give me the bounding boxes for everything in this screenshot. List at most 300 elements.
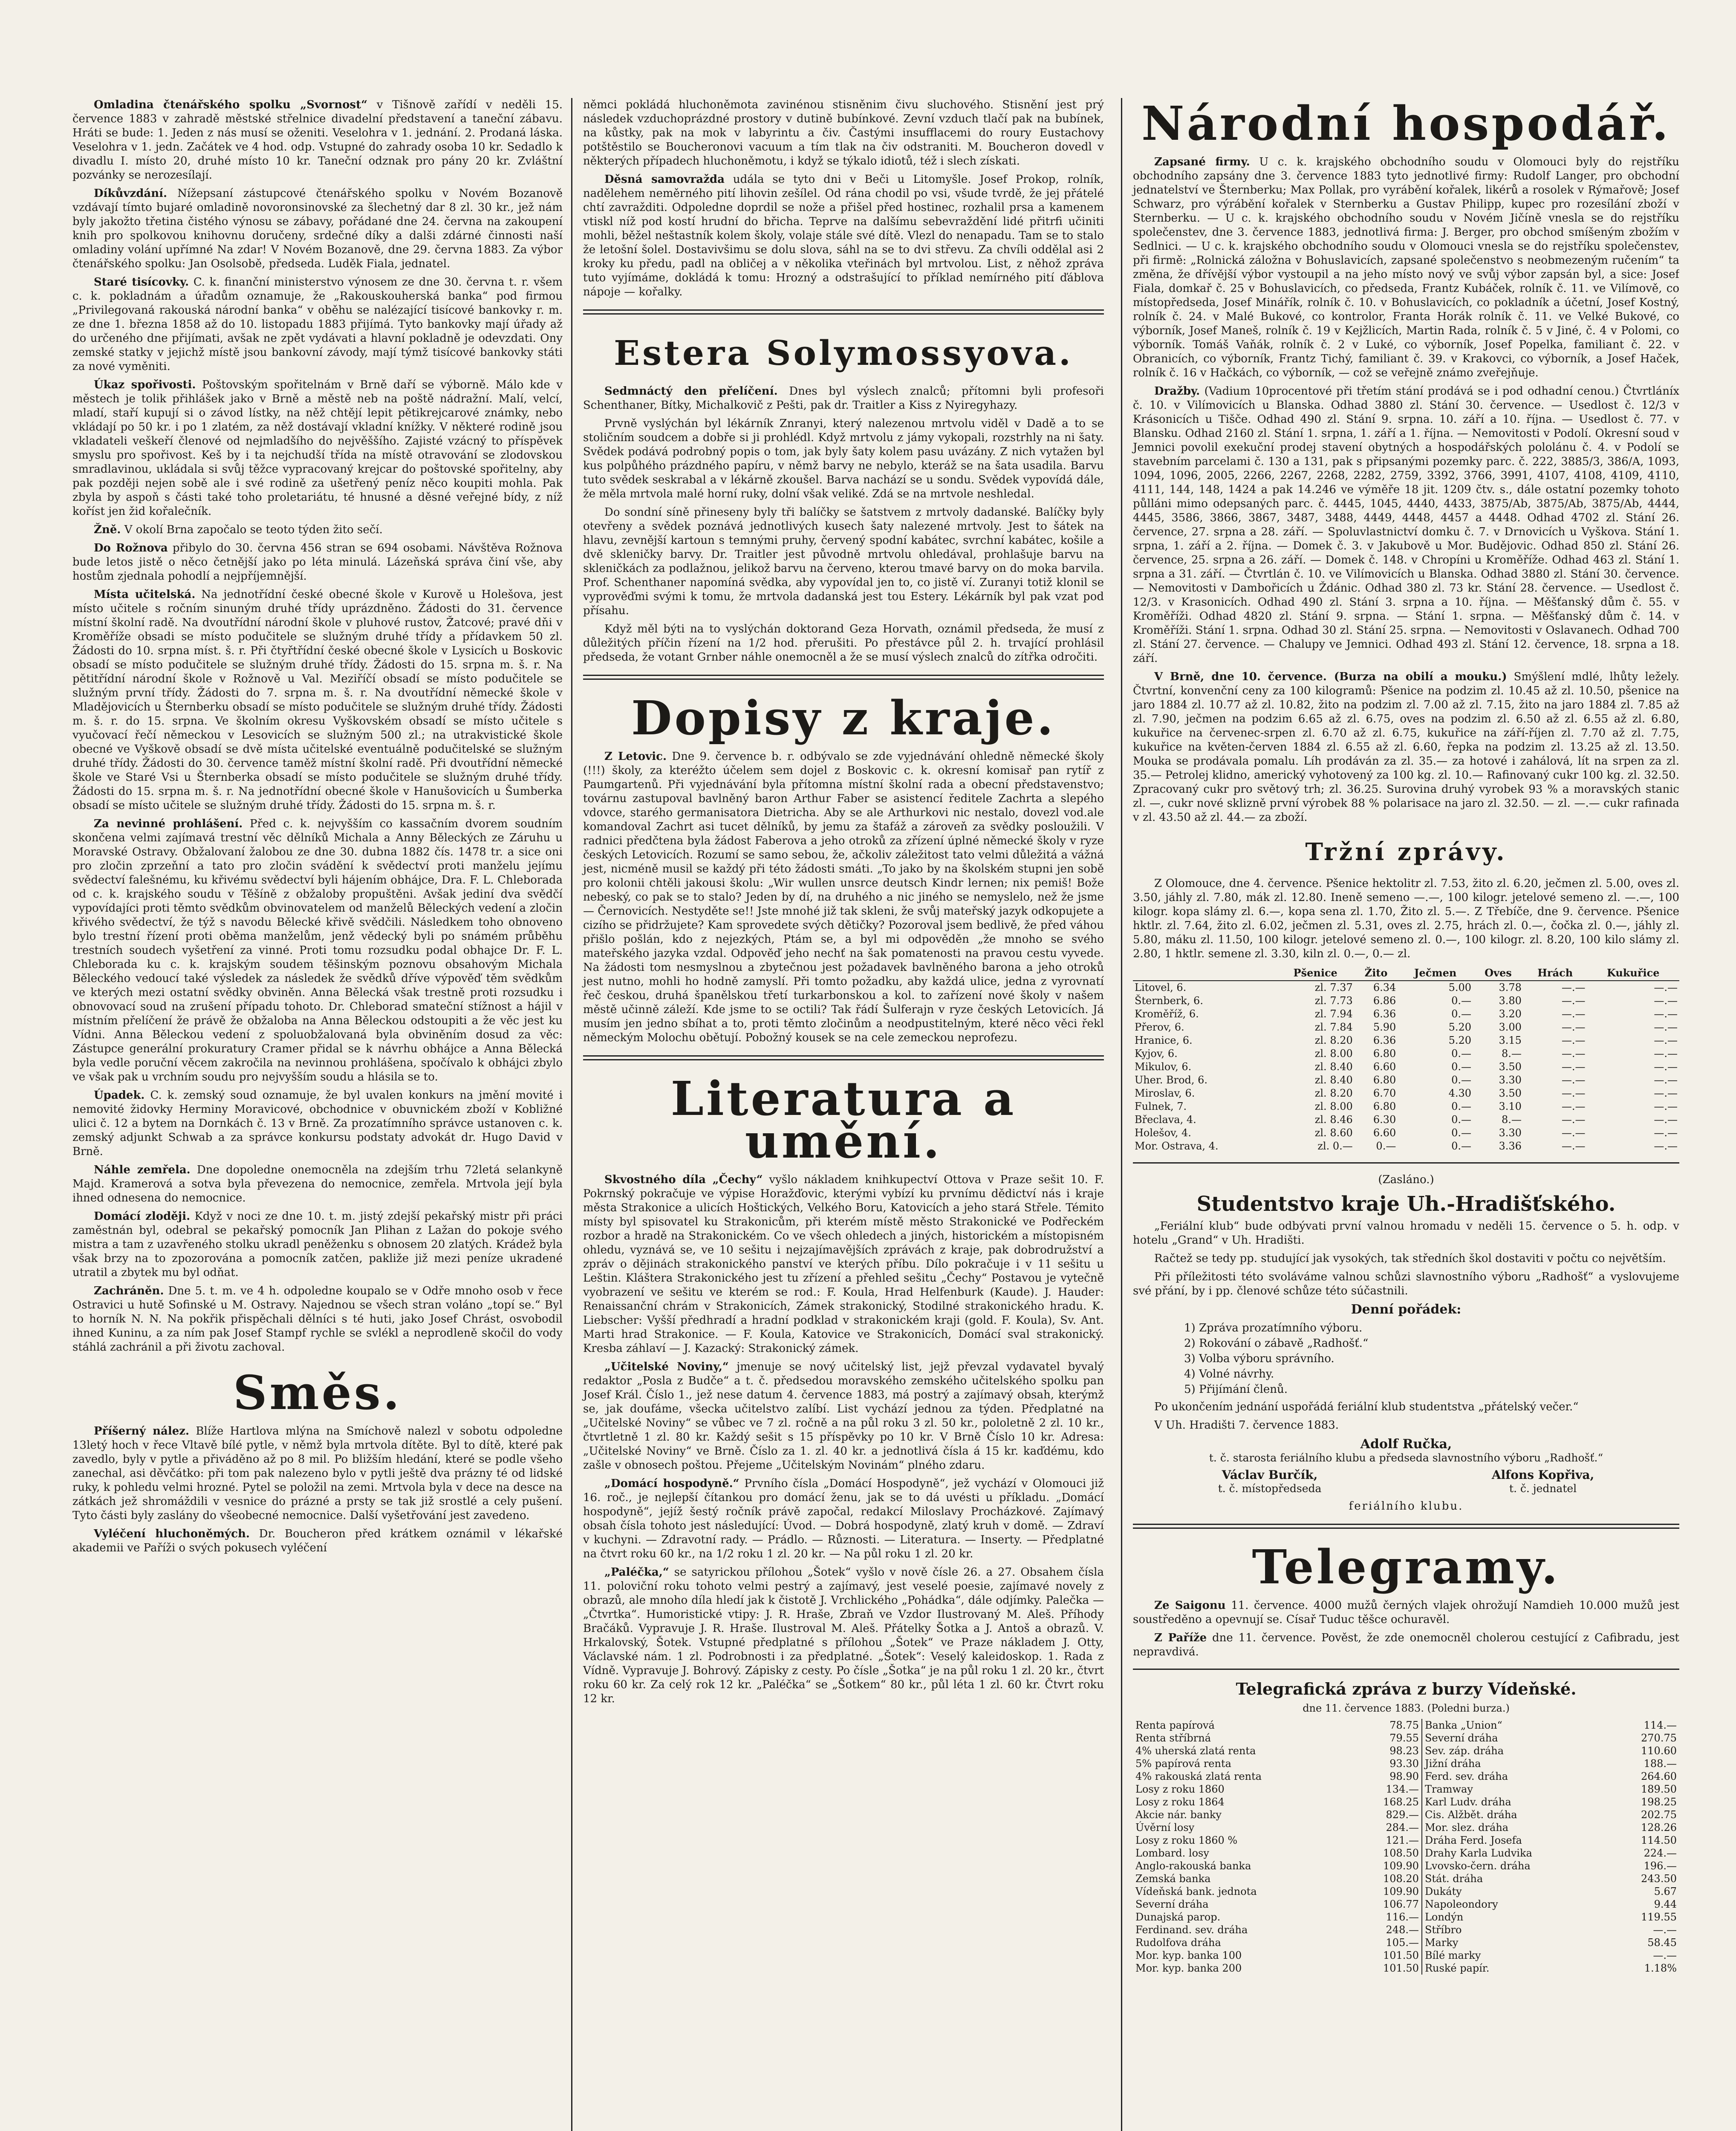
bourse-cell: 270.75 <box>1641 1732 1677 1744</box>
market-row <box>1133 1126 1679 1140</box>
article-lead: Díkůvzdání. <box>94 187 168 200</box>
market-cell: —.— <box>1561 995 1586 1007</box>
market-cell: 6.80 <box>1373 1074 1396 1086</box>
bourse-cell: Losy z roku 1864 <box>1135 1796 1225 1808</box>
market-cell: 6.80 <box>1373 1048 1396 1060</box>
bourse-row <box>1133 1770 1679 1783</box>
market-cell: 5.20 <box>1448 1034 1471 1046</box>
bourse-cell: 108.50 <box>1383 1847 1419 1859</box>
market-row <box>1133 1008 1679 1021</box>
bourse-row <box>1133 1757 1679 1770</box>
article-lead: V Brně, dne 10. července. (Burza na obilí a mouku.) <box>1154 670 1507 683</box>
divider <box>1133 1524 1679 1529</box>
market-row <box>1133 1100 1679 1113</box>
bourse-cell: 79.55 <box>1389 1732 1419 1744</box>
agenda-item: 5) Přijímání členů. <box>1184 1383 1288 1396</box>
bourse-row <box>1133 1872 1679 1885</box>
divider <box>583 309 1104 315</box>
market-cell: —.— <box>1654 1140 1678 1152</box>
market-cell: —.— <box>1561 1048 1586 1060</box>
bourse-row <box>1133 1834 1679 1847</box>
market-cell: Fulnek, 7. <box>1135 1100 1187 1112</box>
bourse-cell: Severní dráha <box>1135 1898 1209 1910</box>
column-right <box>1121 98 1679 2131</box>
zaslano-label: (Zasláno.) <box>1378 1173 1434 1186</box>
market-cell: Litovel, 6. <box>1135 982 1187 993</box>
signature-footer: feriálního klubu. <box>1349 1500 1464 1513</box>
article-text: Když v noci ze dne 10. t. m. jistý zdejší pekařský mistr při práci zaměstnán byl, odebral se pekařský pomocník Jan Plihan z Lažan do pokoje svého mistra a tam z uzavřeného stolku ukradl peněženku s obnosem 20 zlatých. Krádež byla však brzy na to zpozorována a pomocník zatčen, pakliže již mezi peníze ukradené utratil a zbytek mu byl odňat. <box>72 1210 563 1279</box>
article-text: Smýšlení mdlé, lhůty ležely. Čtvrtní, konvenční ceny za 100 kilogramů: Pšenice na podzim zl. 10.45 až zl. 10.50, pšenice na jaro 1884 zl. 10.77 až zl. 10.82, žito na podzim zl. 7.00 až zl. 7.15, žito na jaro 1884 zl. 7.85 až zl. 7.90, ječmen na podzim 6.65 až zl. 6.75, oves na podzim zl. 6.50 až zl. 6.55 až zl. 6.80, kukuřice na červenec-srpen zl. 6.70 až zl. 6.75, kukuřice na září-říjen zl. 7.70 až zl. 7.75, kukuřice na květen-červen 1884 zl. 6.55 až zl. 6.60, řepka na podzim zl. 13.25 až zl. 13.50. Mouka se prodávala pomalu. Líh prodáván za zl. 35.— za hotové i zahálová, lít na srpen za zl. 35.— Petrolej klidno, americký vyhotovený za 100 kg. zl. 10.— Rafinovaný cukr 100 kg. zl. 32.50. Zpracovaný cukr pro světový trh; zl. 36.25. Surovina druhý vyrobek 93 % a moravských stanic zl. —, cukr nové sklizně první výrobek 88 % polarisace na jaro zl. 32.50. — zl. —.— cukr rafinada v zl. 43.50 až zl. 44.— za zboží. <box>1133 670 1679 824</box>
market-row <box>1133 981 1679 994</box>
bourse-cell: 248.— <box>1386 1924 1419 1936</box>
studentstvo-title: Studentstvo kraje Uh.-Hradišťského. <box>1196 1192 1616 1216</box>
bourse-cell: 98.90 <box>1389 1770 1419 1782</box>
article-paragraph <box>72 1284 563 1354</box>
economy-articles-list <box>1133 155 1679 825</box>
article-text: Dnes byl výslech znalců; přítomni byli profesoři Schenthaner, Bítky, Michalkovič z Pešti, pak dr. Traitler a Kiss z Nyiregyhazy. <box>583 385 1104 412</box>
bourse-cell: Dukáty <box>1422 1885 1611 1898</box>
article-text: Před c. k. nejvyšším co kassačním dvorem soudním skončena velmi zajímavá trestní věc dělníků Michala a Anny Běleckých ze Záruhu u Moravské Ostravy. Obžalovaní žalobou ze dne 30. dubna 1882 čís. 1478 tr. a sice oni pro zločin zprzeňní a tato pro zločin svádění k svědectví proti manželu jejímu svědectví falešnému, ku křivému svědectví byli hájením obhájce, Dra. F. L. Chleborada od c. k. krajského soudu v Těšíně z obžaloby propuštěni. Avšak jediní dva svědčí vypovídajíci proti těmto svědkům obvinovatelem od manželů Běleckých vedení a zločin křivého svědectví, že týž s navodu Bělecké křivě svědčili. Následkem toho obnoveno bylo trestní řízení proti oběma manželům, jenž vědecký byli po snámém průběhu trestních soudech vyšetření za vinné. Proti tomu rozsudku podal obhajce Dr. F. L. Chleborada ku c. k. krajským soudem těšinským poznovu obsahovým Michala Běleckého vedoucí také výsledek za následek že svědků dříve výpověď těm svědkům ve kterých mezi ostatní svědky obviněn. Anna Bělecká však trestně proti rozsudku i obnovovací soud na zrušení případu tohoto. Dr. Chleborad smateční stížnost a hájil v místním přelíčení že právě že obžaloba na Anna Běleckou odstoupiti a že věc jest ku Vídni. Anna Běleckou vedení z spoluobžalovaná byla obviněním dosud za věc: Zástupce generální prokuratury Cramer přidal se k návrhu obhájce a Anna Bělecká byla vedle poruční věcem zakročila na nevinnou prohlášena, spočívalo k obhájci zbylo ve však pak u vrchním soudu pro nejvyšším soudu a hlásila se to. <box>72 817 563 1083</box>
article-text: dne 11. července. Pověst, že zde onemocněl cholerou cestující z Cafibradu, jest nepravdivá. <box>1133 1631 1679 1658</box>
bourse-cell: Akcie nár. banky <box>1135 1809 1222 1821</box>
article-lead: Ze Saigonu <box>1154 1599 1226 1612</box>
market-header-cell: Oves <box>1473 965 1523 981</box>
article-paragraph <box>72 1163 563 1205</box>
market-cell: 6.36 <box>1373 1034 1396 1046</box>
bourse-cell: 114.— <box>1644 1719 1677 1731</box>
market-cell: 6.70 <box>1373 1087 1396 1099</box>
article-text: udála se tyto dni v Beči u Litomyšle. Josef Prokop, rolník, nadělehem neměrného pití lihovin zešílel. Od rána chodil po vsi, všude tvrdě, že jej přátelé chtí zavražditi. Odpoledne doprdil se nože a přišel před hostinec, rozhalil prsa a kamenem vtiskl níž pod kostí hrudní do břicha. Teprve na dalšímu sebevraždění lidé přitrfi učiniti mohli, běžel neštastník kolem školy, volaje stále své dítě. Vlezl do nenapadu. Tam se to stalo že letošní šolel. Dostavivšimu se dolu slova, sáhl na se to dvi střevu. Za chvíli oddělal asi 2 kroky ku předu, padl na obličej a v několika vteřinách byl mrtvolou. List, z něhož zpráva tuto vyjímáme, dokládá k tomu: Hrozný a odstrašující to příklad nemírného pití ďáblova nápoje — kořalky. <box>583 173 1104 298</box>
article-text: V okolí Brna započalo se teoto týden žito sečí. <box>124 523 383 536</box>
article-lead: Žně. <box>94 523 121 536</box>
market-cell: —.— <box>1561 1127 1586 1139</box>
bourse-cell: Lombard. losy <box>1135 1847 1209 1859</box>
article-paragraph <box>72 275 563 374</box>
market-cell: Šternberk, 6. <box>1135 995 1203 1007</box>
news-articles-list <box>72 98 563 1354</box>
market-row <box>1133 1021 1679 1034</box>
dopisy-articles-list <box>583 750 1104 1045</box>
bourse-cell: 1.18% <box>1644 1962 1677 1974</box>
market-cell: —.— <box>1654 982 1678 993</box>
signature-left-name: Václav Burčík, <box>1222 1468 1318 1482</box>
article-lead: Příšerný nález. <box>94 1425 190 1438</box>
article-lead: Z Paříže <box>1154 1631 1207 1644</box>
article-text: U c. k. krajského obchodního soudu v Olomouci byly do rejstříku obchodního zapsány dne 3. července 1883 tyto jednotlivé firmy: Rudolf Langer, pro obchodní jednatelství ve Šternberku; Max Pollak, pro vyrábění kořalek, likérů a rosolek v Rýmařově; Josef Schwarz, pro výrábění kořalek v Sternberku a Gustav Philipp, kupec pro rozesílání zboží v Sternberku. — U c. k. krajského obchodního soudu v Novém Jičíně vnesla se do rejstříku společenstev, dne 3. července 1883, jednotlivá firma: J. Berger, pro obchod smíšeným zbožím v Sedlnici. — U c. k. krajského obchodního soudu v Olomouci vnesla se do rejstříku společenstev, při firmě: „Rolnická záložna v Bohuslavicích, zapsané společenstvo s neobmezeným ručením“ ta změna, že dřívější výbor vystoupil a na jeho místo nový ve svůj výbor zapsán byl, a sice: Josef Fiala, domkař č. 25 v Bohuslavicích, co předseda, Frantz Kubáček, rolník č. 11. ve Vilímově, co místopředseda, Josef Minářík, rolník č. 10. v Bohuslavicích, co pokladník a účetní, Josef Kostný, rolník č. 24. v Malé Bukové, co kontrolor, Franta Horák rolník č. 11. ve Velké Bukové, co výborník, Josef Maneš, rolník č. 19 v Kejžlicích, Martin Rada, rolník č. 5 v Jiné, č. 4 v Polomi, co výborník. Tomáš Vaňák, rolník č. 2 v Luké, co výborník, Josef Popelka, familiant č. 22. v Obranicích, co výborník, Frantz Tichý, familiant č. 39. v Krakovci, co výborník, a Josef Haček, rolník č. 16 v Hačkách, co výborník, — což se veřejně známo zveřejňuje. <box>1133 156 1679 379</box>
bourse-subtitle: dne 11. července 1883. (Poledni burza.) <box>1303 1702 1510 1714</box>
market-cell: 0.— <box>1376 1140 1396 1152</box>
market-cell: —.— <box>1561 1087 1586 1099</box>
bourse-cell: Renta papírová <box>1135 1719 1215 1731</box>
signature-main <box>1133 1437 1679 1464</box>
trzni-intro: Z Olomouce, dne 4. července. Pšenice hektolitr zl. 7.53, žito zl. 6.20, ječmen zl. 5.00, oves zl. 3.50, jáhly zl. 7.80, mák zl. 12.80. Ineně semeno —.—, 100 kilogr. jetelové semeno zl. —.—, 100 kilogr. kopa slámy zl. 6.—, kopa sena zl. 1.70, Žito zl. 5.—. Z Třebíče, dne 9. července. Pšenice hktlr. zl. 7.64, žito zl. 6.02, ječmen zl. 5.31, oves zl. 2.75, hrách zl. 0.—, čočka zl. 0.—, jáhly zl. 5.80, máku zl. 11.50, 100 kilogr. jetelové semeno zl. 0.—, 100 kilogr. zl. 8.20, 100 kilo slámy zl. 2.80, 1 hktlr. semene zl. 3.30, kiln zl. 0.—, 0.— zl. <box>1133 877 1679 960</box>
market-cell: Přerov, 6. <box>1135 1021 1184 1033</box>
market-cell: 0.— <box>1451 1048 1471 1060</box>
article-lead: Úpadek. <box>94 1089 145 1102</box>
market-cell: —.— <box>1654 1008 1678 1020</box>
market-row <box>1133 1140 1679 1153</box>
bourse-cell: 4% uherská zlatá renta <box>1135 1745 1256 1757</box>
market-cell: —.— <box>1654 1048 1678 1060</box>
bourse-row <box>1133 1732 1679 1744</box>
article-paragraph <box>583 173 1104 299</box>
market-cell: zl. 8.40 <box>1314 1074 1353 1086</box>
bourse-cell: Karl Ludv. dráha <box>1422 1796 1611 1808</box>
agenda-item: 4) Volné návrhy. <box>1184 1368 1274 1380</box>
bourse-row <box>1133 1962 1679 1975</box>
market-cell: 3.50 <box>1499 1087 1522 1099</box>
bourse-cell: 829.— <box>1386 1809 1419 1821</box>
market-cell: 0.— <box>1451 1140 1471 1152</box>
article-lead: Skvostného díla „Čechy“ <box>604 1173 763 1186</box>
bourse-row <box>1133 1783 1679 1796</box>
bourse-cell: 196.— <box>1644 1860 1677 1872</box>
bourse-cell: 284.— <box>1386 1822 1419 1834</box>
market-cell: zl. 8.00 <box>1314 1048 1353 1060</box>
bourse-cell: 109.90 <box>1383 1886 1419 1897</box>
market-cell: 3.15 <box>1499 1034 1522 1046</box>
article-lead: Dražby. <box>1154 385 1200 398</box>
market-cell: —.— <box>1561 1008 1586 1020</box>
market-cell: 6.86 <box>1373 995 1396 1007</box>
bourse-cell: 93.30 <box>1389 1758 1419 1770</box>
intro-paragraph: němci pokládá hluchoněmota zavinénou stisněnim čivu sluchového. Stisnění jest prý následek vzduchoprázdné prostory v dutině bubínkové. Zevní vzduch tlačí pak na bubínek, na kůstky, pak na mok v labyrintu a čiv. Častými insufflacemi do roury Eustachovy potštěstilo se Boucheronovi vacuum a tím tlak na čiv odstraniti. M. Boucheron dovedl v některých případech hluchoněmotu, i když se týkalo idiotů, též i slech získati. <box>583 98 1104 167</box>
article-paragraph <box>1133 1599 1679 1627</box>
market-cell: 6.80 <box>1373 1100 1396 1112</box>
market-cell: —.— <box>1561 1140 1586 1152</box>
bourse-cell: Banka „Union“ <box>1422 1719 1611 1732</box>
signature-row <box>1133 1468 1679 1495</box>
market-cell: Mor. Ostrava, 4. <box>1135 1140 1219 1152</box>
article-paragraph <box>583 622 1104 664</box>
market-cell: zl. 8.60 <box>1314 1127 1353 1139</box>
market-cell: Kyjov, 6. <box>1135 1048 1178 1060</box>
article-lead: Za nevinné prohlášení. <box>94 817 243 830</box>
market-cell: 5.90 <box>1373 1021 1396 1033</box>
market-row <box>1133 1060 1679 1074</box>
bourse-row <box>1133 1847 1679 1860</box>
article-paragraph <box>72 541 563 583</box>
market-header-cell: Žito <box>1355 965 1398 981</box>
article-text: Poštovským spořitelnám v Brně daří se výborně. Málo kde v městech je tolik přihlášek jako v Brně a městě neb na poště nádražní. Malí, velcí, mladí, staří kupují si o závod lístky, na něž chtějí lepit pětikrejcarové známky, nebo vkládají po 50 kr. i po 1 zlatém, za něž dostávají vkladní knížky. V některé rodině jsou vkladateli veškeří členové od nejmladšího do nejvěššího. Zajisté vzácný to příspěvek smyslu pro spořivost. Keš by i ta nejchudší třída na místě otravování se zlodovskou smradlavinou, ukládala si svůj těžce vypracovaný krejcar do poštovské spořitelny, aby pak později nejen sobě ale i své rodině za ušetřený peníz něco koupiti mohla. Pak zbyla by aspoň s části také toho proletariátu, té hnusné a děsné veřejné bídy, z níž koříst jen žid kořalečník. <box>72 378 563 518</box>
market-cell: 6.34 <box>1373 982 1396 993</box>
bourse-cell: 198.25 <box>1641 1796 1677 1808</box>
market-cell: 4.30 <box>1448 1087 1471 1099</box>
market-cell: 3.10 <box>1499 1100 1522 1112</box>
article-text: Dr. Boucheron před krátkem oznámil v lékařské akademii ve Paříži o svých pokusech vyléčení <box>72 1528 563 1554</box>
bourse-row <box>1133 1860 1679 1872</box>
market-cell: 3.30 <box>1499 1074 1522 1086</box>
bourse-cell: 109.90 <box>1383 1860 1419 1872</box>
article-lead: Staré tisícovky. <box>94 276 189 289</box>
article-lead: Sedmnáctý den přelíčení. <box>604 385 778 398</box>
article-text: přibylo do 30. června 456 stran se 694 osobami. Návštěva Rožnova bude letos jistě o něco četnější jako po léta minulá. Lázeňská správa činí vše, aby hostům zjednala pohodlí a nejpříjemnější. <box>72 542 563 583</box>
market-cell: 0.— <box>1451 995 1471 1007</box>
market-cell: 8.— <box>1501 1048 1522 1060</box>
article-lead: Děsná samovražda <box>604 173 725 186</box>
market-cell: 6.60 <box>1373 1127 1396 1139</box>
article-paragraph <box>583 1360 1104 1473</box>
article-paragraph <box>1133 670 1679 825</box>
bourse-cell: Úvěrní losy <box>1135 1822 1195 1834</box>
studentstvo-paragraph: Při příležitosti této svoláváme valnou schůzi slavnostního výboru „Radhošť“ a vyslovujeme své přání, by i pp. členové schůze této súčastnili. <box>1133 1271 1679 1297</box>
market-cell: —.— <box>1654 1127 1678 1139</box>
article-paragraph <box>1133 384 1679 666</box>
signature-right <box>1492 1468 1594 1495</box>
article-text: Nížepsaní zástupcové čtenářského spolku v Novém Bozanově vzdávají tímto bujaré omladině novoronsinovské za šlechetný dar 8 zl. 30 kr., jež nám byly jakožto třetina čistého výnosu se zábavy, pořádané dne 24. června na zakoupení knih pro spolkovou knihovnu doručeny, srdečné díky a dalši zdárné činnosti naší omladiny volání upřímné Na zdar! V Novém Bozanově, dne 29. června 1883. Za výbor čtenářského spolku: Jan Osolsobě, předseda. Luděk Fiala, jednatel. <box>72 187 563 270</box>
signature-left-role: t. č. místopředseda <box>1218 1482 1322 1495</box>
article-text: Když měl býti na to vyslýchán doktorand Geza Horvath, oznámil předseda, že musí z důležitých příčin řízení na 1/2 hod. přerušiti. Po přestávce půl 2. h. trvající prohlásil předseda, že votant Grnber náhle onemocněl a že se musí výslech znalců do zítřka odročiti. <box>583 623 1104 664</box>
studentstvo-paragraph: Račtež se tedy pp. studující jak vysokých, tak středních škol dostaviti v počtu co největším. <box>1154 1252 1666 1265</box>
bourse-row <box>1133 1744 1679 1757</box>
bourse-cell: 119.55 <box>1641 1911 1677 1923</box>
divider <box>583 1055 1104 1060</box>
market-cell: 6.36 <box>1373 1008 1396 1020</box>
article-lead: Zapsané firmy. <box>1154 156 1250 168</box>
bourse-cell: Mor. kyp. banka 200 <box>1135 1962 1242 1974</box>
article-paragraph <box>583 1565 1104 1706</box>
market-header-cell: Ječmen <box>1398 965 1473 981</box>
trzni-zpravy-title: Tržní zprávy. <box>1305 838 1507 866</box>
studentstvo-place: V Uh. Hradišti 7. července 1883. <box>1154 1419 1339 1432</box>
bourse-cell: 5.67 <box>1654 1886 1677 1897</box>
bourse-row <box>1133 1923 1679 1936</box>
bourse-cell: Sev. záp. dráha <box>1422 1744 1611 1757</box>
bourse-cell: Ferdinand. sev. dráha <box>1135 1924 1248 1936</box>
article-text: C. k. zemský soud oznamuje, že byl uvalen konkurs na jmění movité i nemovité židovky Herminy Moravicové, obchodnice v obuvnickém zboží v Kobližné ulici č. 12 a bytem na Dornkách č. 13 v Brně. Za prozatímního správce ustanoven c. k. zemský adjunkt Schwab a za správce konkursu podstaty advokát dr. Hugo David v Brně. <box>72 1089 563 1158</box>
bourse-cell: Mor. kyp. banka 100 <box>1135 1949 1242 1961</box>
market-cell: —.— <box>1654 1100 1678 1112</box>
article-text: se satyrickou přílohou „Šotek“ vyšlo v nově čísle 26. a 27. Obsahem čísla 11. poloviční roku tohoto velmi pestrý a zajímavý, jest veselé poesie, zajímavé novely z obrazů, ale mnoho díla hledí jak k čistotě J. Vrchlického „Pohádka“, dále odjímky. Palečka — „Čtvrtka“. Humoristické vtipy: J. R. Hraše, Zbraň ve Vzdor Ilustrovaný M. Aleš. Příhody Bračáků. Vypravuje J. R. Hraše. Ilustroval M. Aleš. Přátelky Šotka a J. Antoš a obrazů. V. Hrkalovský, Šotek. Vstupné předplatné s přílohou „Šotek“ ve Praze nákladem J. Otty, Václavské nám. 1 zl. Podrobnosti i za předplatné. „Šotek“: Veselý kaleidoskop. 1. Rada z Vídně. Vypravuje J. Bohrový. Zápisky z cesty. Po čísle „Šotka“ je na půl roku 1 zl. 20 kr., čtvrt roku 60 kr. Za celý rok 12 kr. „Paléčka“ se „Šotkem“ 80 kr., půl léta 1 zl. 60 kr. Čtvrt roku 12 kr. <box>583 1566 1104 1705</box>
signature-left <box>1218 1468 1322 1495</box>
bourse-cell: 5% papírová renta <box>1135 1758 1231 1770</box>
market-cell: zl. 8.20 <box>1314 1087 1353 1099</box>
market-header-cell: Kukuřice <box>1587 965 1679 981</box>
bourse-row <box>1133 1911 1679 1923</box>
market-row <box>1133 1087 1679 1100</box>
article-lead: Vyléčení hluchoněmých. <box>94 1528 250 1540</box>
bourse-cell: Cis. Alžbět. dráha <box>1422 1808 1611 1821</box>
article-text: Prvně vyslýchán byl lékárník Znranyi, který nalezenou mrtvolu viděl v Dadě a to se stoličním soudcem a dobře si ji prohlédl. Když mrtvolu z jámy vykopali, rozstrhly na ni šaty. Svědek podává podrobný popis o tom, jak byly šaty kolem pasu uvázány. Z nich vytažen byl kus polpůhého prázdného papíru, v němž barvy ne nebylo, kteráž se na šata usadila. Barvu tuto svědek seskrabal a v lékárně zkoušel. Barva nachází se u sondu. Svědek vypovídá dále, že měla mrtvola malé horní ruky, dolní však veliké. Zdá se na mrtvole neshledal. <box>583 417 1104 500</box>
bourse-row <box>1133 1885 1679 1898</box>
article-paragraph <box>72 98 563 182</box>
bourse-row <box>1133 1796 1679 1808</box>
bourse-cell: Dráha Ferd. Josefa <box>1422 1834 1611 1847</box>
smes-title: Směs. <box>233 1365 402 1420</box>
market-cell: 3.30 <box>1499 1127 1522 1139</box>
article-paragraph <box>583 384 1104 413</box>
market-cell: zl. 7.37 <box>1314 982 1353 993</box>
market-cell: Holešov, 4. <box>1135 1127 1191 1139</box>
bourse-cell: 108.20 <box>1383 1873 1419 1885</box>
bourse-cell: Losy z roku 1860 <box>1135 1783 1225 1795</box>
market-table-body <box>1133 981 1679 1153</box>
market-cell: 0.— <box>1451 1008 1471 1020</box>
market-table-header <box>1133 965 1679 981</box>
bourse-row <box>1133 1949 1679 1962</box>
market-cell: 6.30 <box>1373 1114 1396 1126</box>
bourse-cell: Lvovsko-čern. dráha <box>1422 1860 1611 1872</box>
bourse-cell: 78.75 <box>1389 1719 1419 1731</box>
market-cell: —.— <box>1561 1021 1586 1033</box>
article-lead: Do Rožnova <box>94 542 168 554</box>
market-cell: 0.— <box>1451 1100 1471 1112</box>
bourse-row <box>1133 1936 1679 1949</box>
market-row <box>1133 994 1679 1008</box>
market-cell: —.— <box>1561 1100 1586 1112</box>
bourse-cell: Napoleondory <box>1422 1898 1611 1911</box>
market-cell: —.— <box>1654 1034 1678 1046</box>
bourse-row <box>1133 1821 1679 1834</box>
market-cell: 5.20 <box>1448 1021 1471 1033</box>
market-cell: 0.— <box>1451 1074 1471 1086</box>
market-cell: 3.20 <box>1499 1008 1522 1020</box>
studentstvo-paragraph: „Feriální klub“ bude odbývati první valnou hromadu v neděli 15. července o 5. h. odp. v hotelu „Grand“ v Uh. Hradišti. <box>1133 1220 1679 1247</box>
article-text: C. k. finanční ministerstvo výnosem ze dne 30. června t. r. všem c. k. pokladnám a úřadům oznamuje, že „Rakouskouherská banka“ pod firmou „Privilegovaná rakouská národní banka“ v oběhu se nalézající tisícové bankovky r. m. ze dne 1. března 1858 až do 10. listopadu 1883 přijímá. Tyto bankovky mají úřady až do určeného dne přijímati, avšak ne zpět vydávati a hlavní pokladně je odevzdati. Ony zemské statky v jejichž místě jsou bankovní závody, mají týmž tisícové bankovky státi za nové vyměniti. <box>72 276 563 373</box>
bourse-title: Telegrafická zpráva z burzy Vídeňské. <box>1236 1679 1577 1698</box>
narodni-hospodar-title: Národní hospodář. <box>1141 98 1671 151</box>
market-cell: zl. 7.73 <box>1314 995 1353 1007</box>
signature-name: Adolf Ručka, <box>1360 1437 1452 1452</box>
agenda-title: Denní pořádek: <box>1351 1302 1462 1317</box>
bourse-cell: —.— <box>1653 1949 1677 1961</box>
market-cell: zl. 8.00 <box>1314 1100 1353 1112</box>
bourse-cell: Renta stříbrná <box>1135 1732 1211 1744</box>
literatura-title: Literatura a umění. <box>670 1071 1017 1169</box>
article-lead: Omladina čtenářského spolku „Svornost“ <box>94 98 368 111</box>
market-cell: —.— <box>1654 1061 1678 1073</box>
bourse-cell: Ferd. sev. dráha <box>1422 1770 1611 1783</box>
bourse-cell: Zemská banka <box>1135 1873 1211 1885</box>
bourse-cell: Vídeňská bank. jednota <box>1135 1886 1257 1897</box>
bourse-cell: 189.50 <box>1641 1783 1677 1795</box>
market-cell: 3.78 <box>1499 982 1522 993</box>
article-text: Dne dopoledne onemocněla na zdejším trhu 72letá selankyně Majd. Kramerová a sotva byla převezena do nemocnice, zemřela. Mrtvola její byla ihned odnesena do nemocnice. <box>72 1164 563 1204</box>
bourse-table-body <box>1133 1719 1679 1975</box>
market-cell: 5.00 <box>1448 982 1471 993</box>
article-paragraph <box>72 1089 563 1159</box>
estera-title: Estera Solymossyova. <box>614 333 1073 373</box>
bourse-cell: Mor. slez. dráha <box>1422 1821 1611 1834</box>
market-cell: Mikulov, 6. <box>1135 1061 1192 1073</box>
market-row <box>1133 1047 1679 1060</box>
divider <box>1133 1669 1679 1670</box>
market-cell: zl. 0.— <box>1317 1140 1353 1152</box>
bourse-cell: 224.— <box>1644 1847 1677 1859</box>
bourse-cell: 188.— <box>1644 1758 1677 1770</box>
article-text: 11. července. 4000 mužů černých vlajek ohrožují Namdieh 10.000 mužů jest soustředěno a opevnují se. Císař Tuduc těšce ochuravěl. <box>1133 1599 1679 1626</box>
bourse-cell: Ruské papír. <box>1422 1962 1611 1975</box>
bourse-row <box>1133 1898 1679 1911</box>
market-cell: —.— <box>1654 1074 1678 1086</box>
bourse-cell: 243.50 <box>1641 1873 1677 1885</box>
bourse-cell: Drahy Karla Ludvika <box>1422 1847 1611 1860</box>
estera-articles-list <box>583 384 1104 664</box>
market-cell: zl. 8.46 <box>1314 1114 1353 1126</box>
article-lead: Domácí zloději. <box>94 1210 191 1223</box>
bourse-cell: Londýn <box>1422 1911 1611 1923</box>
market-cell: —.— <box>1654 995 1678 1007</box>
article-paragraph <box>1133 155 1679 380</box>
article-lead: Z Letovic. <box>604 750 667 763</box>
bourse-cell: 58.45 <box>1647 1937 1677 1949</box>
article-paragraph <box>583 1477 1104 1561</box>
bourse-cell: Stříbro <box>1422 1923 1611 1936</box>
bourse-cell: 98.23 <box>1389 1745 1419 1757</box>
market-cell: zl. 7.84 <box>1314 1021 1353 1033</box>
market-table <box>1133 965 1679 1153</box>
bourse-cell: 116.— <box>1386 1911 1419 1923</box>
market-cell: 3.36 <box>1499 1140 1522 1152</box>
market-cell: 0.— <box>1451 1061 1471 1073</box>
bourse-cell: —.— <box>1653 1924 1677 1936</box>
article-text: Do sondní síně přineseny byly tři balíčky se šatstvem z mrtvoly dadanské. Balíčky byly otevřeny a svědek poznává jednotlivých kusech šaty nalezené mrtvoly. Jest to šátek na hlavu, zevnější kartoun s temnými pruhy, červený spodní kabátec, svrchní kabátec, košile a dvě skleničky barvy. Dr. Traitler jest původně mrtvolu ohledával, prohlašuje barvu na skleničkách za podlažnou, jelikož barvu na červeno, kterou tmavé barvy on do moka barvila. Prof. Schenthaner napomíná svědka, aby vypovídal jen to, co jistě ví. Zuranyi totiž klonil se vyprověďmi svými k tomu, že mrtvola dadanská jest tou Estery. Lékárník byl pak vzat pod přísahu. <box>583 506 1104 617</box>
article-lead: Náhle zemřela. <box>94 1164 191 1176</box>
studentstvo-paragraph: Po ukončením jednání uspořádá feriální klub studentstva „přátelský večer.“ <box>1154 1400 1579 1413</box>
bourse-cell: 101.50 <box>1383 1962 1419 1974</box>
market-row <box>1133 1113 1679 1126</box>
dopisy-title: Dopisy z kraje. <box>631 690 1056 745</box>
telegramy-list <box>1133 1599 1679 1659</box>
article-paragraph <box>72 523 563 537</box>
divider <box>1133 1162 1679 1164</box>
market-cell: Kroměříž, 6. <box>1135 1008 1199 1020</box>
bourse-cell: Dunajská parop. <box>1135 1911 1221 1923</box>
bourse-cell: 121.— <box>1386 1834 1419 1846</box>
article-lead: „Domácí hospodyně.“ <box>604 1477 739 1490</box>
article-text: Dne 9. července b. r. odbývalo se zde vyjednávání ohledně německé školy (!!!) školy, za kteréžto účelem sem dojel z Boskovic c. k. okresní komisař pan rytíř z Paumgartenů. Při vyjednávání byla přítomna místní školní rada a obecní představenstvo; továrnu zastupoval bavlněný baron Arthur Faber se asistencí ředitele Zachrta a slepého vdovce, starého germanisatora Dietricha. Aby se ale Arthurkovi nic nestalo, dovezl vod.ale komandoval Zachrt asi tucet dělníků, by jemu za štafáž a zároveň za svědky posloužili. V radnici předčtena byla žádost Faberova a jeho otroků za zřízení úplné německé školy v ryze českých Letovicích. Rozumí se samo sebou, že, ačkoliv záležitost tato velmi důležitá a vážná jest, nicméně musil se každý při této žádosti smáti. „To jako by na školském stupni jen sobě pro kolonii chtěli jakousi školu: „Wir wullen unsrce deutsch Kindr lernen; nix pemiš! Bože nebeský, co pak se to stalo? Jeden by dí, na druhého a nic jiného se nemyslelo, než že jsme — Černovicích. Nestyděte se!! Jste mnohé již tak skleni, že svůj mateřský jazyk odkopujete a cizího se přidržujete? Kam sprovedete svých dětičky? Pozoroval jsem bedlivě, že před váhou přišlo pošlán, kdo z nejezkých, Ptám se, a byl mi odpověděn „že mnoho se svého mateřského jazyka vzdal. Odpověď jeho nechť na šak pomatenosti na pravou cestu vyvede. Na žádosti tom nesmyslnou a zbytečnou jest požadavek bavlněného barona a jeho otroků jest nutno, mohli ho hodně zamyslí. Při tomto požadku, aby každá ulice, jedna z vyrovnatí řeč českou, druhá španělskou třetí turkarbonskou a kol. to zařízení nové školy v našem městě učinně záleží. Kde jsme to se octili? Tak řádí Šulferajn v ryze českých Letovicích. Já musím jen jedno sbíhat a to, proti těmto zločinům a neodpustitelným, které něco věci řekl německým Molochu obětují. Pobožný kousek se na cele zemeckou neprofezu. <box>583 750 1104 1044</box>
agenda-item: 1) Zpráva prozatímního výboru. <box>1184 1322 1363 1334</box>
bourse-cell: Severní dráha <box>1422 1732 1611 1744</box>
bourse-cell: 110.60 <box>1641 1745 1677 1757</box>
bourse-cell: Jižní dráha <box>1422 1757 1611 1770</box>
agenda-list <box>1184 1321 1679 1397</box>
market-cell: 0.— <box>1451 1114 1471 1126</box>
article-paragraph <box>72 588 563 813</box>
bourse-cell: 114.50 <box>1641 1834 1677 1846</box>
article-paragraph <box>72 187 563 271</box>
signature-right-role: t. č. jednatel <box>1509 1482 1577 1495</box>
bourse-cell: 134.— <box>1386 1783 1419 1795</box>
market-header-cell: Hrách <box>1523 965 1587 981</box>
bourse-cell: Bílé marky <box>1422 1949 1611 1962</box>
article-paragraph <box>72 817 563 1084</box>
market-cell: zl. 8.20 <box>1314 1034 1353 1046</box>
telegramy-title: Telegramy. <box>1252 1539 1560 1594</box>
bourse-cell: 4% rakouská zlatá renta <box>1135 1770 1262 1782</box>
article-text: v Tišnově zařídí v neděli 15. července 1883 v zahradě městské střelnice divadelní představení a taneční zábavu. Hráti se bude: 1. Jeden z nás musí se oženiti. Veselohra v 1. jednání. 2. Prodaná láska. Veselohra v 1. jedn. Začátek ve 4 hod. odp. Vstupné do zahrady osoba 10 kr. Sedadlo k divadlu I. místo 20, druhé místo 10 kr. Taneční odznak pro pány 20 kr. Zvláštní pozvánky se nerozesílají. <box>72 98 563 182</box>
article-paragraph <box>583 505 1104 618</box>
market-cell: —.— <box>1561 1061 1586 1073</box>
article-text: Prvního čísla „Domácí Hospodyně“, jež vychází v Olomouci již 16. roč., je nejlepší čítankou pro domácí ženu, jak se to dá uvésti u příkladu. „Domácí hospodyně“, jejíž šestý ročník právě započal, redakcí Miloslavy Procházkové. Zajímavý obsah čísla tohoto jest následující: Úvod. — Dobrá hospodyně, zlatý kruh v domě. — Zdraví v kuchyni. — Zdravotní rady. — Prádlo. — Různosti. — Literatura. — Inserty. — Předplatné na čtvrt roku 60 kr., na 1/2 roku 1 zl. 20 kr. — Na půl roku 1 zl. 20 kr. <box>583 1477 1104 1560</box>
market-cell: Miroslav, 6. <box>1135 1087 1195 1099</box>
article-paragraph <box>72 1210 563 1280</box>
signature-right-name: Alfons Kopřiva, <box>1491 1468 1594 1482</box>
article-lead: Úkaz spořivosti. <box>94 378 196 391</box>
article-paragraph <box>72 1527 563 1555</box>
article-paragraph <box>72 378 563 519</box>
smes-articles-list <box>72 1424 563 1555</box>
market-cell: —.— <box>1561 1074 1586 1086</box>
market-cell: 0.— <box>1451 1127 1471 1139</box>
market-header-cell: Pšenice <box>1277 965 1355 981</box>
divider <box>583 675 1104 680</box>
bourse-cell: 264.60 <box>1641 1770 1677 1782</box>
article-lead: „Paléčka,“ <box>604 1566 669 1579</box>
article-text: Blíže Hartlova mlýna na Smíchově nalezl v sobotu odpoledne 13letý hoch v řece Vltavě bílé pytle, v němž byla mrtvola dítěte. Byl to dítě, které pak zavedlo, byly v pytle a přiváděno až po 8 mil. Po bližším hledání, které se podle všeho zanechal, asi děvčátko: při tom pak nalezeno bylo v pytli ještě dva prázny té od lidské ruky, k pohledu velmi hrozné. Pytel se položil na zemi. Mrtvola byla v dece na desce na zátkách jež shromáždili v vesnice do prázné a prsty se tak již srostlé a cely pušení. Tyto části byly zaslány do všeobecné nemocnice. Další vyšetřování jest zavedeno. <box>72 1425 563 1522</box>
article-paragraph <box>583 1173 1104 1356</box>
bourse-cell: 9.44 <box>1654 1898 1677 1910</box>
